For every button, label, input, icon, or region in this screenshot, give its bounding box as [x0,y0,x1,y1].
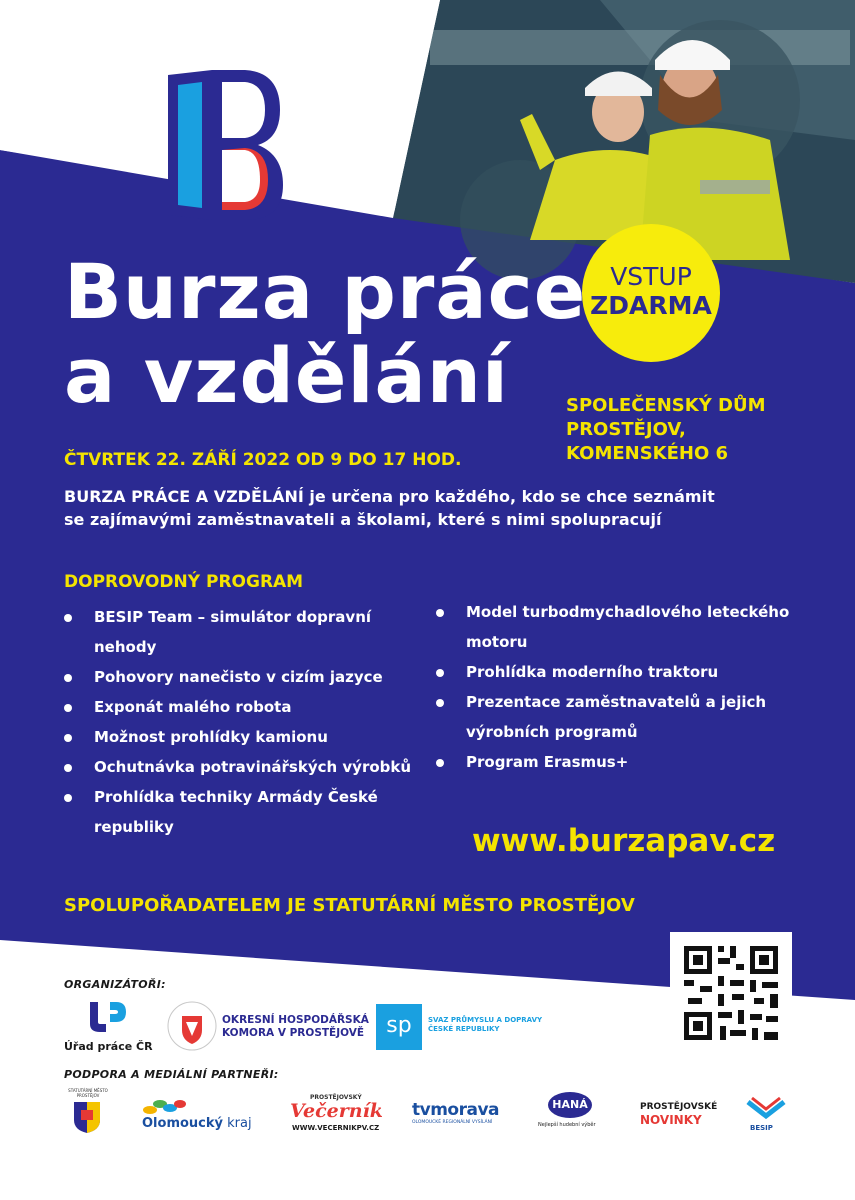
vecernik-url: WWW.VECERNIKPV.CZ [292,1124,380,1132]
qr-code-graphic [670,932,792,1054]
venue-line: PROSTĚJOV, [566,419,686,440]
badge-line2: ZDARMA [590,291,712,320]
program-item: Možnost prohlídky kamionu [64,722,424,752]
vecernik-top-label: PROSTĚJOVSKÝ [310,1094,362,1101]
olomoucky-kraj-logo [142,1096,262,1136]
radio-hana-icon: HANÁ [548,1092,592,1118]
venue-line: KOMENSKÉHO 6 [566,443,729,464]
besip-logo [744,1096,788,1136]
event-date: ČTVRTEK 22. ZÁŘÍ 2022 OD 9 DO 17 HOD. [64,450,462,470]
program-list-left [64,602,424,842]
urad-prace-logo [64,998,154,1058]
komora-label [222,1014,369,1040]
prostejov-coat-of-arms-icon [72,1100,102,1134]
program-item-continuation: nehody [94,638,157,656]
description-line: se zajímavými zaměstnavateli a školami, které s nimi spolupracují [64,510,662,529]
komora-logo [166,1000,369,1056]
tvmorava-logo [412,1100,524,1134]
novinky-top-label: PROSTĚJOVSKÉ [640,1102,718,1112]
program-item: Model turbodmychadlového leteckého [436,597,836,627]
tvmorava-label: tvmorava [412,1100,500,1120]
program-item-continuation: republiky [94,818,174,836]
novinky-label: NOVINKY [640,1113,702,1127]
tvmorava-sub: OLOMOUCKÉ REGIONÁLNÍ VYSÍLÁNÍ [412,1120,493,1125]
program-item: Pohovory nanečisto v cizím jazyce [64,662,424,692]
program-item: Prohlídka techniky Armády České [64,782,424,812]
program-item: Exponát malého robota [64,692,424,722]
description-line: BURZA PRÁCE A VZDĚLÁNÍ je určena pro každého, kdo se chce seznámit [64,487,715,506]
program-heading: DOPROVODNÝ PROGRAM [64,572,304,592]
badge-line1: VSTUP [610,262,692,291]
partners-label: PODPORA A MEDIÁLNÍ PARTNEŘI: [64,1068,279,1081]
program-item-continuation: motoru [466,633,528,651]
sp-logo-icon: sp [376,1004,422,1050]
description [64,485,715,531]
komora-label-line: OKRESNÍ HOSPODÁŘSKÁ [222,1014,369,1026]
venue-line: SPOLEČENSKÝ DŮM [566,395,766,416]
svaz-label-line: ČESKÉ REPUBLIKY [428,1025,500,1033]
program-item-continuation: výrobních programů [466,723,638,741]
besip-icon [746,1096,786,1124]
program-item: Program Erasmus+ [436,747,836,777]
program-item: Prohlídka moderního traktoru [436,657,836,687]
komora-emblem-icon [166,1000,218,1052]
besip-label: BESIP [750,1124,773,1132]
prostejov-city-logo [60,1088,120,1138]
program-item: Ochutnávka potravinářských výrobků [64,752,424,782]
title-line1: Burza práce [64,247,587,336]
coorganizer-text: SPOLUPOŘADATELEM JE STATUTÁRNÍ MĚSTO PROSTĚJOV [64,895,635,916]
olomoucky-kraj-icon [142,1096,188,1118]
komora-label-line: KOMORA V PROSTĚJOVĚ [222,1027,365,1039]
urad-prace-icon [82,998,132,1036]
urad-prace-label: Úřad práce ČR [64,1040,153,1053]
radio-hana-logo [538,1092,606,1138]
qr-code[interactable] [670,932,792,1054]
svaz-label [428,1016,542,1034]
kraj-word: kraj [227,1116,252,1131]
website-link[interactable]: www.burzapav.cz [472,823,776,859]
entry-free-badge [582,224,720,362]
prostejov-city-label: STATUTÁRNÍ MĚSTO PROSTĚJOV [68,1088,108,1098]
svaz-logo [376,1004,546,1052]
radio-hana-sub: Nejlepší hudební výběr [538,1122,596,1128]
prostejovske-novinky-logo [640,1102,720,1132]
organizers-label: ORGANIZÁTOŘI: [64,978,166,991]
program-item: Prezentace zaměstnavatelů a jejich [436,687,836,717]
venue [566,394,765,466]
svaz-label-line: SVAZ PRŮMYSLU A DOPRAVY [428,1016,543,1024]
vecernik-label: Večerník [290,1100,383,1122]
program-list-right [436,597,836,777]
olomoucky-word: Olomoucký [142,1116,223,1131]
olomoucky-kraj-label [142,1116,252,1131]
vecernik-logo [290,1094,390,1138]
program-item: BESIP Team – simulátor dopravní [64,602,424,632]
title-line2: a vzdělání [64,331,509,420]
